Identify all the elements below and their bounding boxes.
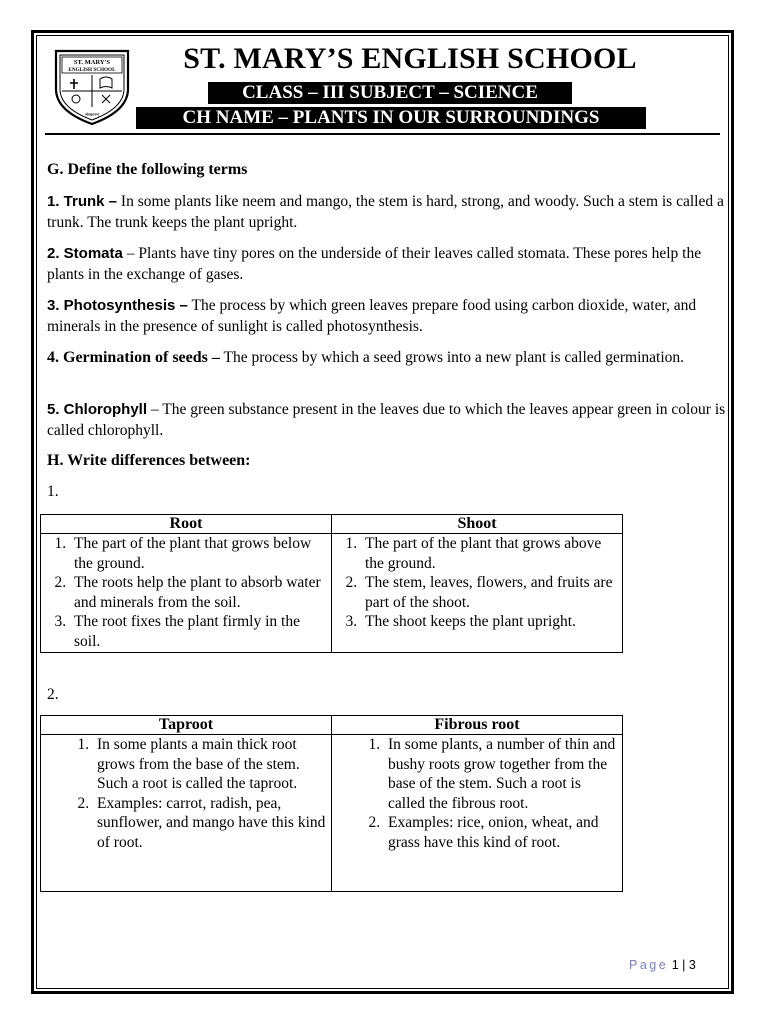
page-number	[629, 958, 696, 972]
list-item: 1. The part of the plant that grows below the ground.	[70, 534, 327, 573]
list-item: 2. The roots help the plant to absorb water and minerals from the soil.	[70, 573, 327, 612]
term-name: 3. Photosynthesis –	[47, 297, 188, 314]
term-definition: – Plants have tiny pores on the underside of their leaves called stomata. These pores help the plants in the exchange of gases.	[47, 245, 702, 283]
difference-table-taproot-fibrous	[40, 715, 623, 892]
logo-text-top: ST. MARY'S	[73, 59, 111, 66]
term-definition: – The green substance present in the leaves due to which the leaves appear green in colour is called chlorophyll.	[47, 401, 726, 439]
term-definition: The process by which a seed grows into a new plant is called germination.	[219, 349, 685, 366]
school-name: ST. MARY’S ENGLISH SCHOOL	[183, 42, 637, 75]
list-item: 3. The root fixes the plant firmly in the soil.	[70, 612, 327, 651]
section-h-heading: H. Write differences between:	[47, 452, 251, 469]
page-total: 3	[688, 958, 696, 972]
table-cell	[332, 534, 623, 653]
term-name: 5. Chlorophyll	[47, 401, 148, 418]
header-divider	[45, 133, 720, 135]
table-number: 1.	[47, 483, 59, 500]
term-stomata	[47, 243, 727, 285]
list-item: 1. In some plants, a number of thin and bushy roots grow together from the base of the stem. Such a root is called the fibrous root.	[384, 735, 618, 813]
logo-motto: संस्कारम्	[85, 113, 99, 118]
table-cell	[332, 735, 623, 892]
term-trunk	[47, 191, 727, 233]
page-separator: |	[682, 958, 686, 972]
term-name: 1. Trunk –	[47, 193, 118, 210]
page-label: Page	[629, 958, 669, 972]
table-number: 2.	[47, 686, 59, 703]
list-item: 1. In some plants a main thick root grows from the base of the stem. Such a root is called the taproot.	[93, 735, 327, 794]
table-cell	[41, 735, 332, 892]
column-header-root: Root	[41, 515, 332, 534]
table-cell	[41, 534, 332, 653]
difference-table-root-shoot	[40, 514, 623, 653]
chapter-name-banner: CH NAME – PLANTS IN OUR SURROUNDINGS	[136, 107, 646, 129]
list-item: 3. The shoot keeps the plant upright.	[361, 612, 618, 632]
column-header-taproot: Taproot	[41, 716, 332, 735]
school-crest-icon	[48, 45, 136, 127]
list-item: 2. The stem, leaves, flowers, and fruits are part of the shoot.	[361, 573, 618, 612]
term-name: 4. Germination of seeds –	[47, 349, 220, 366]
class-subject-banner: CLASS – III SUBJECT – SCIENCE	[208, 82, 572, 104]
column-header-fibrous-root: Fibrous root	[332, 716, 623, 735]
term-definition: In some plants like neem and mango, the stem is hard, strong, and woody. Such a stem is called a trunk. The trunk keeps the plant upright.	[47, 193, 724, 231]
list-item: 2. Examples: carrot, radish, pea, sunflower, and mango have this kind of root.	[93, 794, 327, 853]
term-definition: The process by which green leaves prepare food using carbon dioxide, water, and minerals in the presence of sunlight is called photosynthesis.	[47, 297, 697, 335]
term-photosynthesis	[47, 295, 727, 337]
term-name: 2. Stomata	[47, 245, 123, 262]
term-chlorophyll	[47, 399, 727, 441]
list-item: 2. Examples: rice, onion, wheat, and grass have this kind of root.	[384, 813, 618, 852]
section-g-heading: G. Define the following terms	[47, 161, 248, 178]
page-current: 1	[671, 958, 679, 972]
column-header-shoot: Shoot	[332, 515, 623, 534]
list-item: 1. The part of the plant that grows above the ground.	[361, 534, 618, 573]
logo-text-sub: ENGLISH SCHOOL	[68, 67, 116, 73]
term-germination	[47, 347, 727, 368]
